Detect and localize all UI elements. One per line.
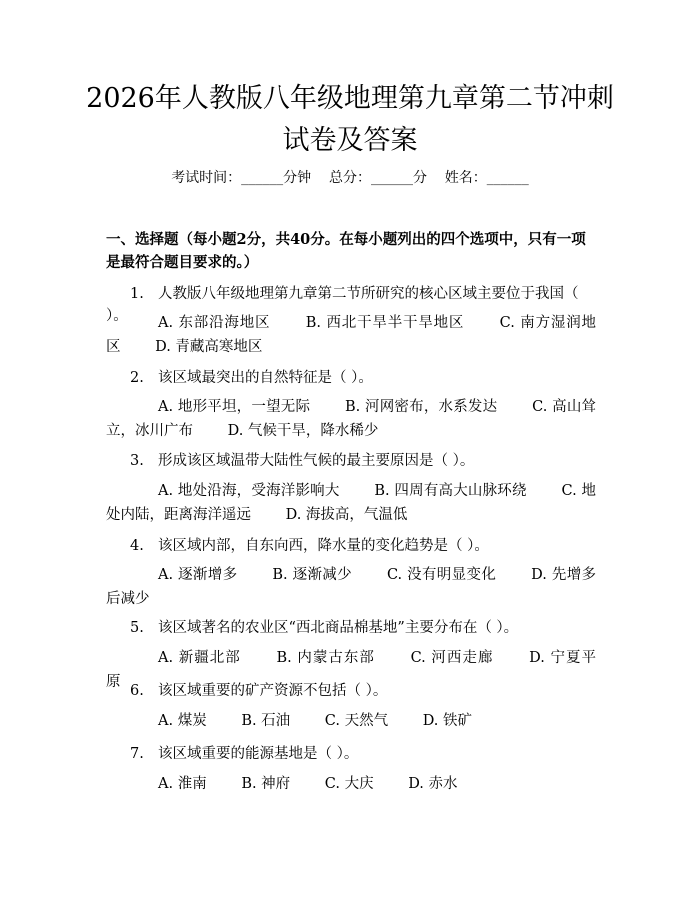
- question-2: [106, 367, 596, 389]
- question-number: 5.: [130, 620, 144, 636]
- answer-option[interactable]: B. 西北干旱半干旱地区: [305, 315, 465, 331]
- answer-option[interactable]: A. 地形平坦，一望无际: [158, 399, 311, 415]
- answer-option[interactable]: C. 河西走廊: [410, 650, 494, 666]
- answer-option[interactable]: A. 淮南: [158, 776, 207, 792]
- question-number: 4.: [130, 538, 144, 554]
- answer-option[interactable]: B. 石油: [241, 713, 291, 729]
- question-options: [106, 563, 596, 611]
- answer-option[interactable]: D. 赤水: [408, 776, 458, 792]
- question-stem: [106, 743, 596, 765]
- answer-option[interactable]: B. 河网密布，水系发达: [344, 399, 498, 415]
- answer-option[interactable]: A. 新疆北部: [158, 650, 241, 666]
- answer-option[interactable]: C. 高山耸立，冰川广布: [106, 399, 597, 439]
- question-options: [106, 709, 596, 733]
- answer-option[interactable]: B. 神府: [241, 776, 291, 792]
- answer-option[interactable]: D. 青藏高寒地区: [155, 339, 263, 355]
- question-6: [106, 680, 596, 702]
- question-options: [106, 479, 596, 527]
- question-text: 该区域重要的能源基地是（ ）。: [158, 746, 359, 762]
- answer-option[interactable]: D. 宁夏平原: [106, 650, 597, 690]
- question-number: 2.: [130, 370, 144, 386]
- question-text: 形成该区域温带大陆性气候的最主要原因是（ ）。: [158, 453, 475, 469]
- question-text: 该区域著名的农业区“西北商品棉基地”主要分布在（ ）。: [158, 620, 519, 636]
- answer-option[interactable]: D. 气候干旱，降水稀少: [227, 423, 379, 439]
- answer-option[interactable]: C. 大庆: [324, 776, 374, 792]
- answer-option[interactable]: D. 先增多后减少: [106, 567, 597, 607]
- answer-option[interactable]: C. 天然气: [324, 713, 389, 729]
- question-number: 3.: [130, 453, 144, 469]
- answer-option[interactable]: C. 南方湿润地区: [106, 315, 597, 355]
- answer-option[interactable]: C. 地处内陆，距离海洋遥远: [106, 483, 597, 523]
- question-options: [106, 395, 596, 443]
- question-3: [106, 450, 596, 472]
- answer-option[interactable]: D. 海拔高，气温低: [285, 507, 408, 523]
- question-4: [106, 535, 596, 557]
- answer-option[interactable]: D. 铁矿: [422, 713, 473, 729]
- answer-option[interactable]: A. 地处沿海，受海洋影响大: [158, 483, 340, 499]
- question-stem: [106, 535, 596, 557]
- section-heading: 一、选择题（每小题2分，共40分。在每小题列出的四个选项中，只有一项是最符合题目要求的。）: [106, 231, 586, 271]
- question-stem: [106, 367, 596, 389]
- question-text: 该区域重要的矿产资源不包括（ ）。: [158, 683, 388, 699]
- question-number: 1.: [130, 286, 144, 302]
- question-options: [106, 311, 596, 359]
- question-stem: [106, 450, 596, 472]
- exam-title: 2026年人教版八年级地理第九章第二节冲刺试卷及答案: [86, 83, 614, 156]
- question-text: 人教版八年级地理第九章第二节所研究的核心区域主要位于我国（ ）。: [106, 286, 579, 324]
- question-number: 7.: [130, 746, 144, 762]
- answer-option[interactable]: C. 没有明显变化: [386, 567, 497, 583]
- question-text: 该区域最突出的自然特征是（ ）。: [158, 370, 373, 386]
- answer-option[interactable]: B. 四周有高大山脉环绕: [374, 483, 527, 499]
- answer-option[interactable]: B. 逐渐减少: [272, 567, 352, 583]
- question-stem: [106, 680, 596, 702]
- question-options: [106, 772, 596, 796]
- answer-option[interactable]: A. 东部沿海地区: [158, 315, 271, 331]
- exam-info: 考试时间：______分钟 总分：______分 姓名：______: [171, 170, 529, 186]
- question-text: 该区域内部，自东向西，降水量的变化趋势是（ ）。: [158, 538, 489, 554]
- question-7: [106, 743, 596, 765]
- answer-option[interactable]: A. 煤炭: [158, 713, 207, 729]
- question-stem: [106, 617, 596, 639]
- answer-option[interactable]: A. 逐渐增多: [158, 567, 238, 583]
- answer-option[interactable]: B. 内蒙古东部: [276, 650, 375, 666]
- question-5: [106, 617, 596, 639]
- question-number: 6.: [130, 683, 144, 699]
